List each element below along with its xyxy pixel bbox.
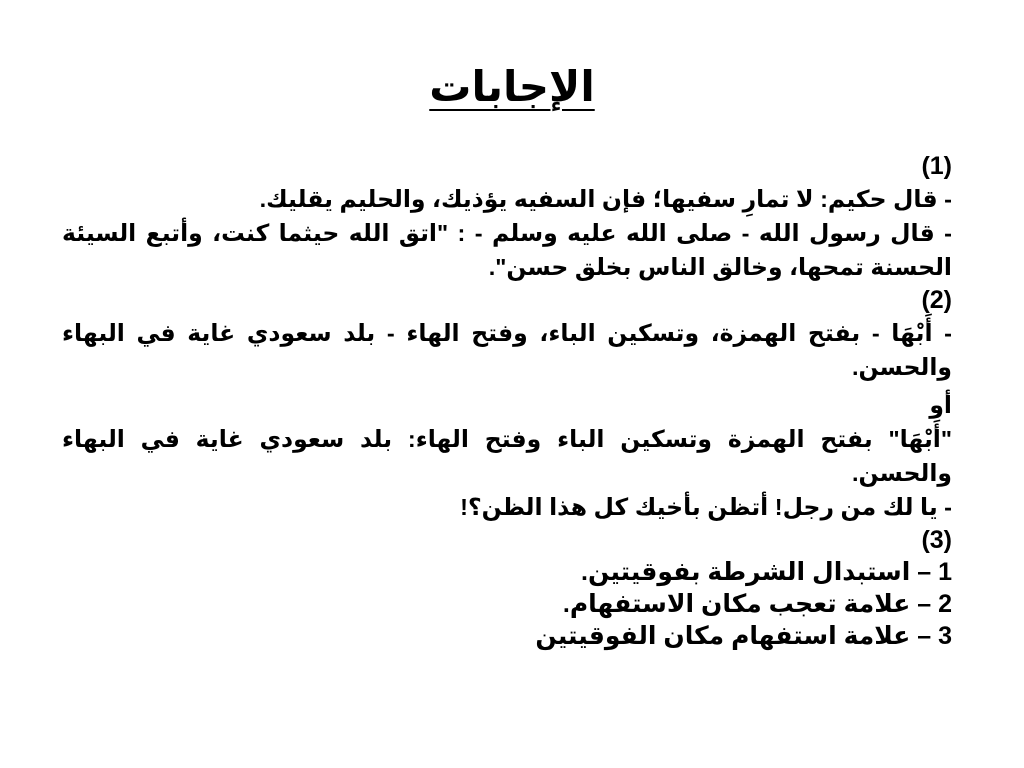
section-3-item-1: 1 – استبدال الشرطة بفوقيتين. <box>581 558 952 586</box>
answers-body <box>62 150 952 652</box>
section-2-line-2: "أَبْهَا" بفتح الهمزة وتسكين الباء وفتح الهاء: بلد سعودي غاية في البهاء والحسن. <box>62 426 952 486</box>
section-3-item-2: 2 – علامة تعجب مكان الاستفهام. <box>562 590 952 618</box>
section-1-line-1: - قال حكيم: لا تمارِ سفيها؛ فإن السفيه يؤذيك، والحليم يقليك. <box>259 186 952 212</box>
section-2-line-3: - يا لك من رجل! أتظن بأخيك كل هذا الظن؟! <box>460 494 952 520</box>
section-3-item-3: 3 – علامة استفهام مكان الفوقيتين <box>535 622 952 650</box>
slide-title <box>0 62 1024 112</box>
section-2-line-1: - أَبْهَا - بفتح الهمزة، وتسكين الباء، وفتح الهاء - بلد سعودي غاية في البهاء والحسن. <box>62 320 952 380</box>
section-2-number: (2) <box>921 286 952 314</box>
section-1-line-2: - قال رسول الله - صلى الله عليه وسلم - : "اتق الله حيثما كنت، وأتبع السيئة الحسنة تمحها، وخالق الناس بخلق حسن". <box>62 220 952 280</box>
title-text: الإجابات <box>429 63 595 110</box>
section-3-number: (3) <box>921 526 952 554</box>
section-1-number: (1) <box>921 152 952 180</box>
section-2-or: أو <box>929 392 952 418</box>
